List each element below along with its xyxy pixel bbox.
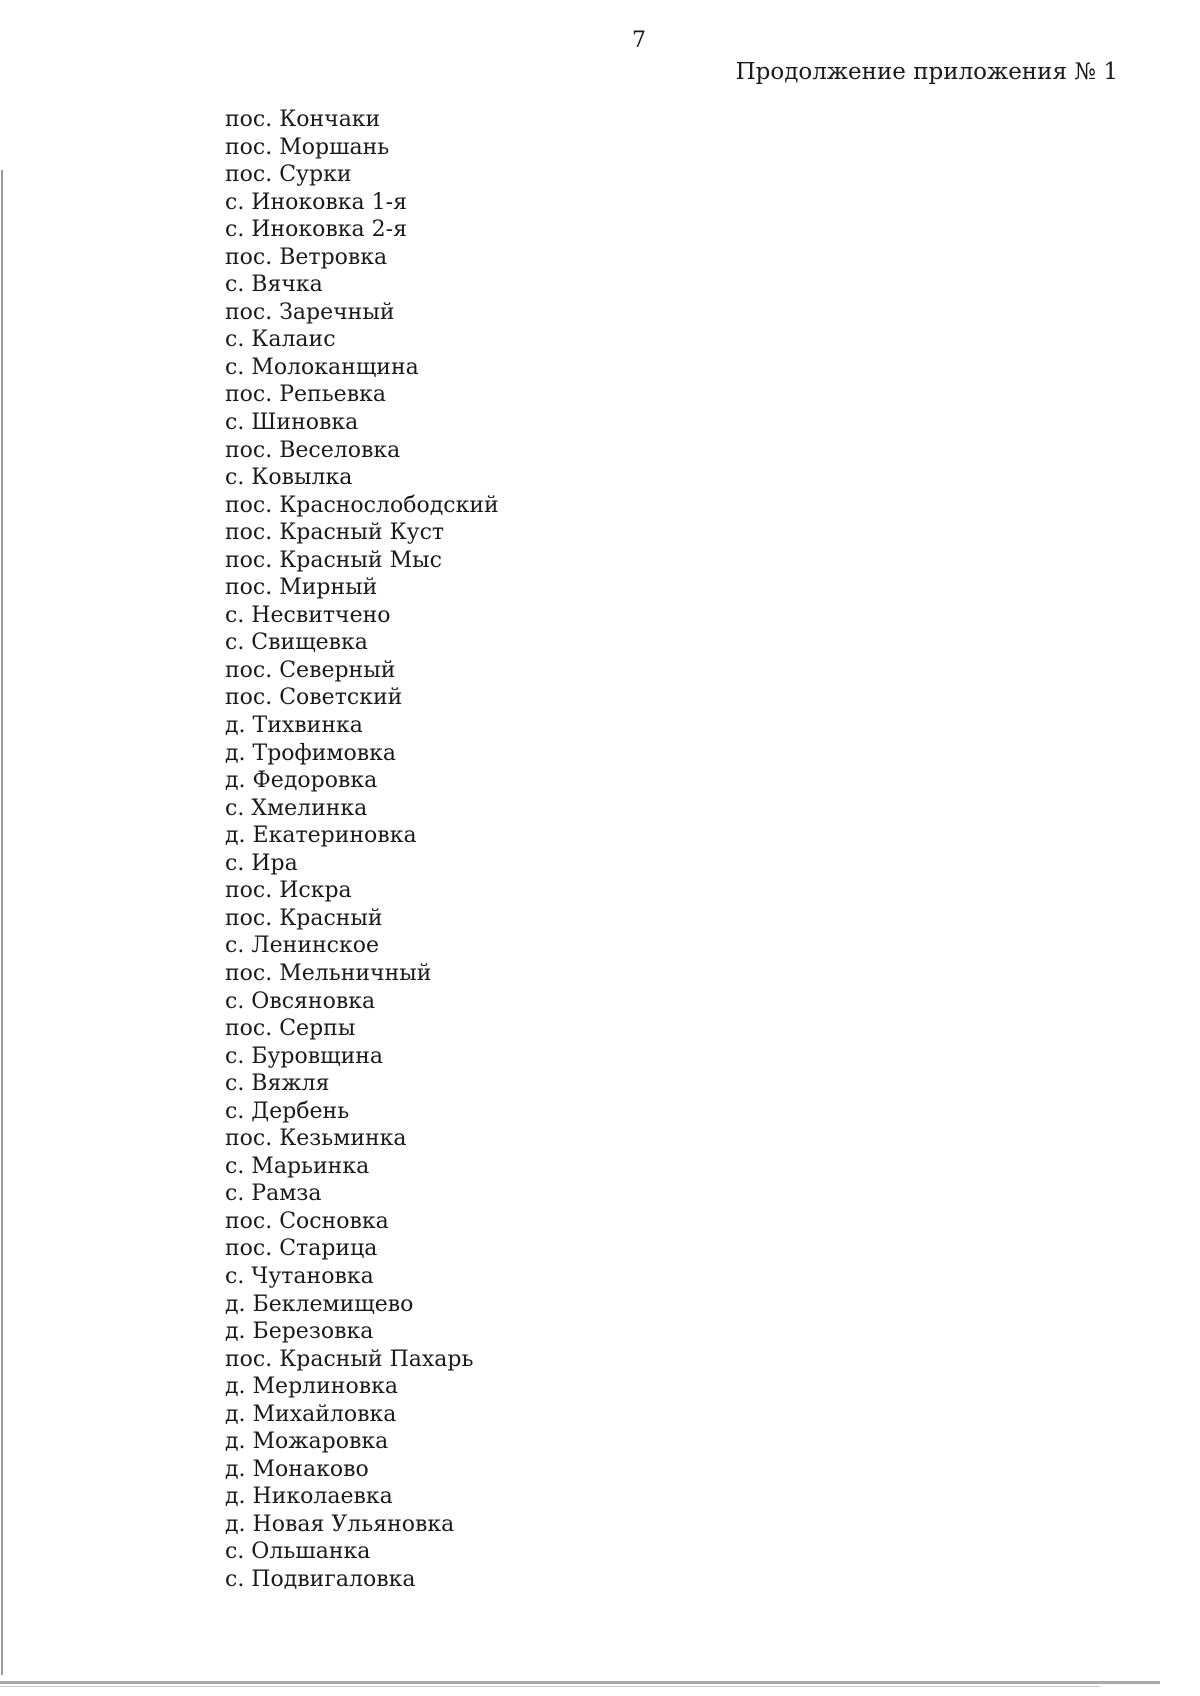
list-item: д. Монаково: [225, 1456, 369, 1482]
list-item: пос. Веселовка: [225, 437, 401, 463]
page-number: 7: [632, 28, 646, 53]
list-item: с. Ковылка: [225, 465, 353, 491]
list-item: д. Беклемищево: [225, 1291, 414, 1317]
list-item: с. Овсяновка: [225, 988, 376, 1014]
list-item: д. Николаевка: [225, 1484, 393, 1510]
list-item: с. Молоканщина: [225, 354, 419, 380]
list-item: пос. Сосновка: [225, 1208, 389, 1234]
list-item: пос. Краснослободский: [225, 492, 499, 518]
list-item: пос. Советский: [225, 685, 403, 711]
list-item: пос. Красный: [225, 905, 383, 931]
list-item: с. Хмелинка: [225, 795, 368, 821]
scan-edge-bottom-secondary: [0, 1686, 1100, 1687]
list-item: с. Шиновка: [225, 410, 359, 436]
list-item: с. Несвитчено: [225, 602, 391, 628]
list-item: пос. Моршань: [225, 134, 390, 160]
list-item: пос. Репьевка: [225, 382, 386, 408]
list-item: пос. Красный Куст: [225, 520, 445, 546]
list-item: пос. Ветровка: [225, 244, 388, 270]
list-item: пос. Красный Пахарь: [225, 1346, 474, 1372]
list-item: с. Свищевка: [225, 630, 368, 656]
list-item: д. Михайловка: [225, 1401, 397, 1427]
list-item: д. Можаровка: [225, 1429, 389, 1455]
list-item: д. Березовка: [225, 1319, 374, 1345]
list-item: с. Ольшанка: [225, 1539, 371, 1565]
list-item: пос. Мирный: [225, 575, 378, 601]
annex-continuation-heading: Продолжение приложения № 1: [735, 59, 1118, 85]
list-item: с. Вячка: [225, 272, 323, 298]
list-item: д. Екатериновка: [225, 823, 417, 849]
list-item: пос. Заречный: [225, 299, 395, 325]
list-item: с. Ленинское: [225, 933, 380, 959]
list-item: с. Марьинка: [225, 1153, 370, 1179]
list-item: пос. Серпы: [225, 1016, 356, 1042]
list-item: пос. Красный Мыс: [225, 547, 442, 573]
list-item: с. Рамза: [225, 1181, 322, 1207]
list-item: пос. Мельничный: [225, 960, 432, 986]
list-item: с. Буровщина: [225, 1043, 384, 1069]
list-item: с. Ира: [225, 850, 298, 876]
list-item: пос. Сурки: [225, 162, 352, 188]
settlement-list: [225, 106, 499, 1594]
list-item: д. Новая Ульяновка: [225, 1511, 455, 1537]
scan-edge-bottom: [0, 1681, 1160, 1684]
list-item: пос. Искра: [225, 878, 352, 904]
list-item: пос. Старица: [225, 1236, 378, 1262]
list-item: с. Иноковка 2-я: [225, 217, 407, 243]
list-item: д. Тихвинка: [225, 713, 363, 739]
list-item: пос. Северный: [225, 657, 396, 683]
list-item: с. Калаис: [225, 327, 336, 353]
list-item: с. Вяжля: [225, 1071, 330, 1097]
list-item: с. Чутановка: [225, 1263, 374, 1289]
scan-edge-left: [1, 170, 3, 1675]
list-item: д. Трофимовка: [225, 740, 397, 766]
list-item: с. Подвигаловка: [225, 1566, 416, 1592]
list-item: д. Федоровка: [225, 768, 378, 794]
list-item: д. Мерлиновка: [225, 1374, 398, 1400]
list-item: пос. Кезьминка: [225, 1126, 407, 1152]
list-item: с. Иноковка 1-я: [225, 189, 407, 215]
list-item: пос. Кончаки: [225, 107, 381, 132]
list-item: с. Дербень: [225, 1098, 350, 1124]
